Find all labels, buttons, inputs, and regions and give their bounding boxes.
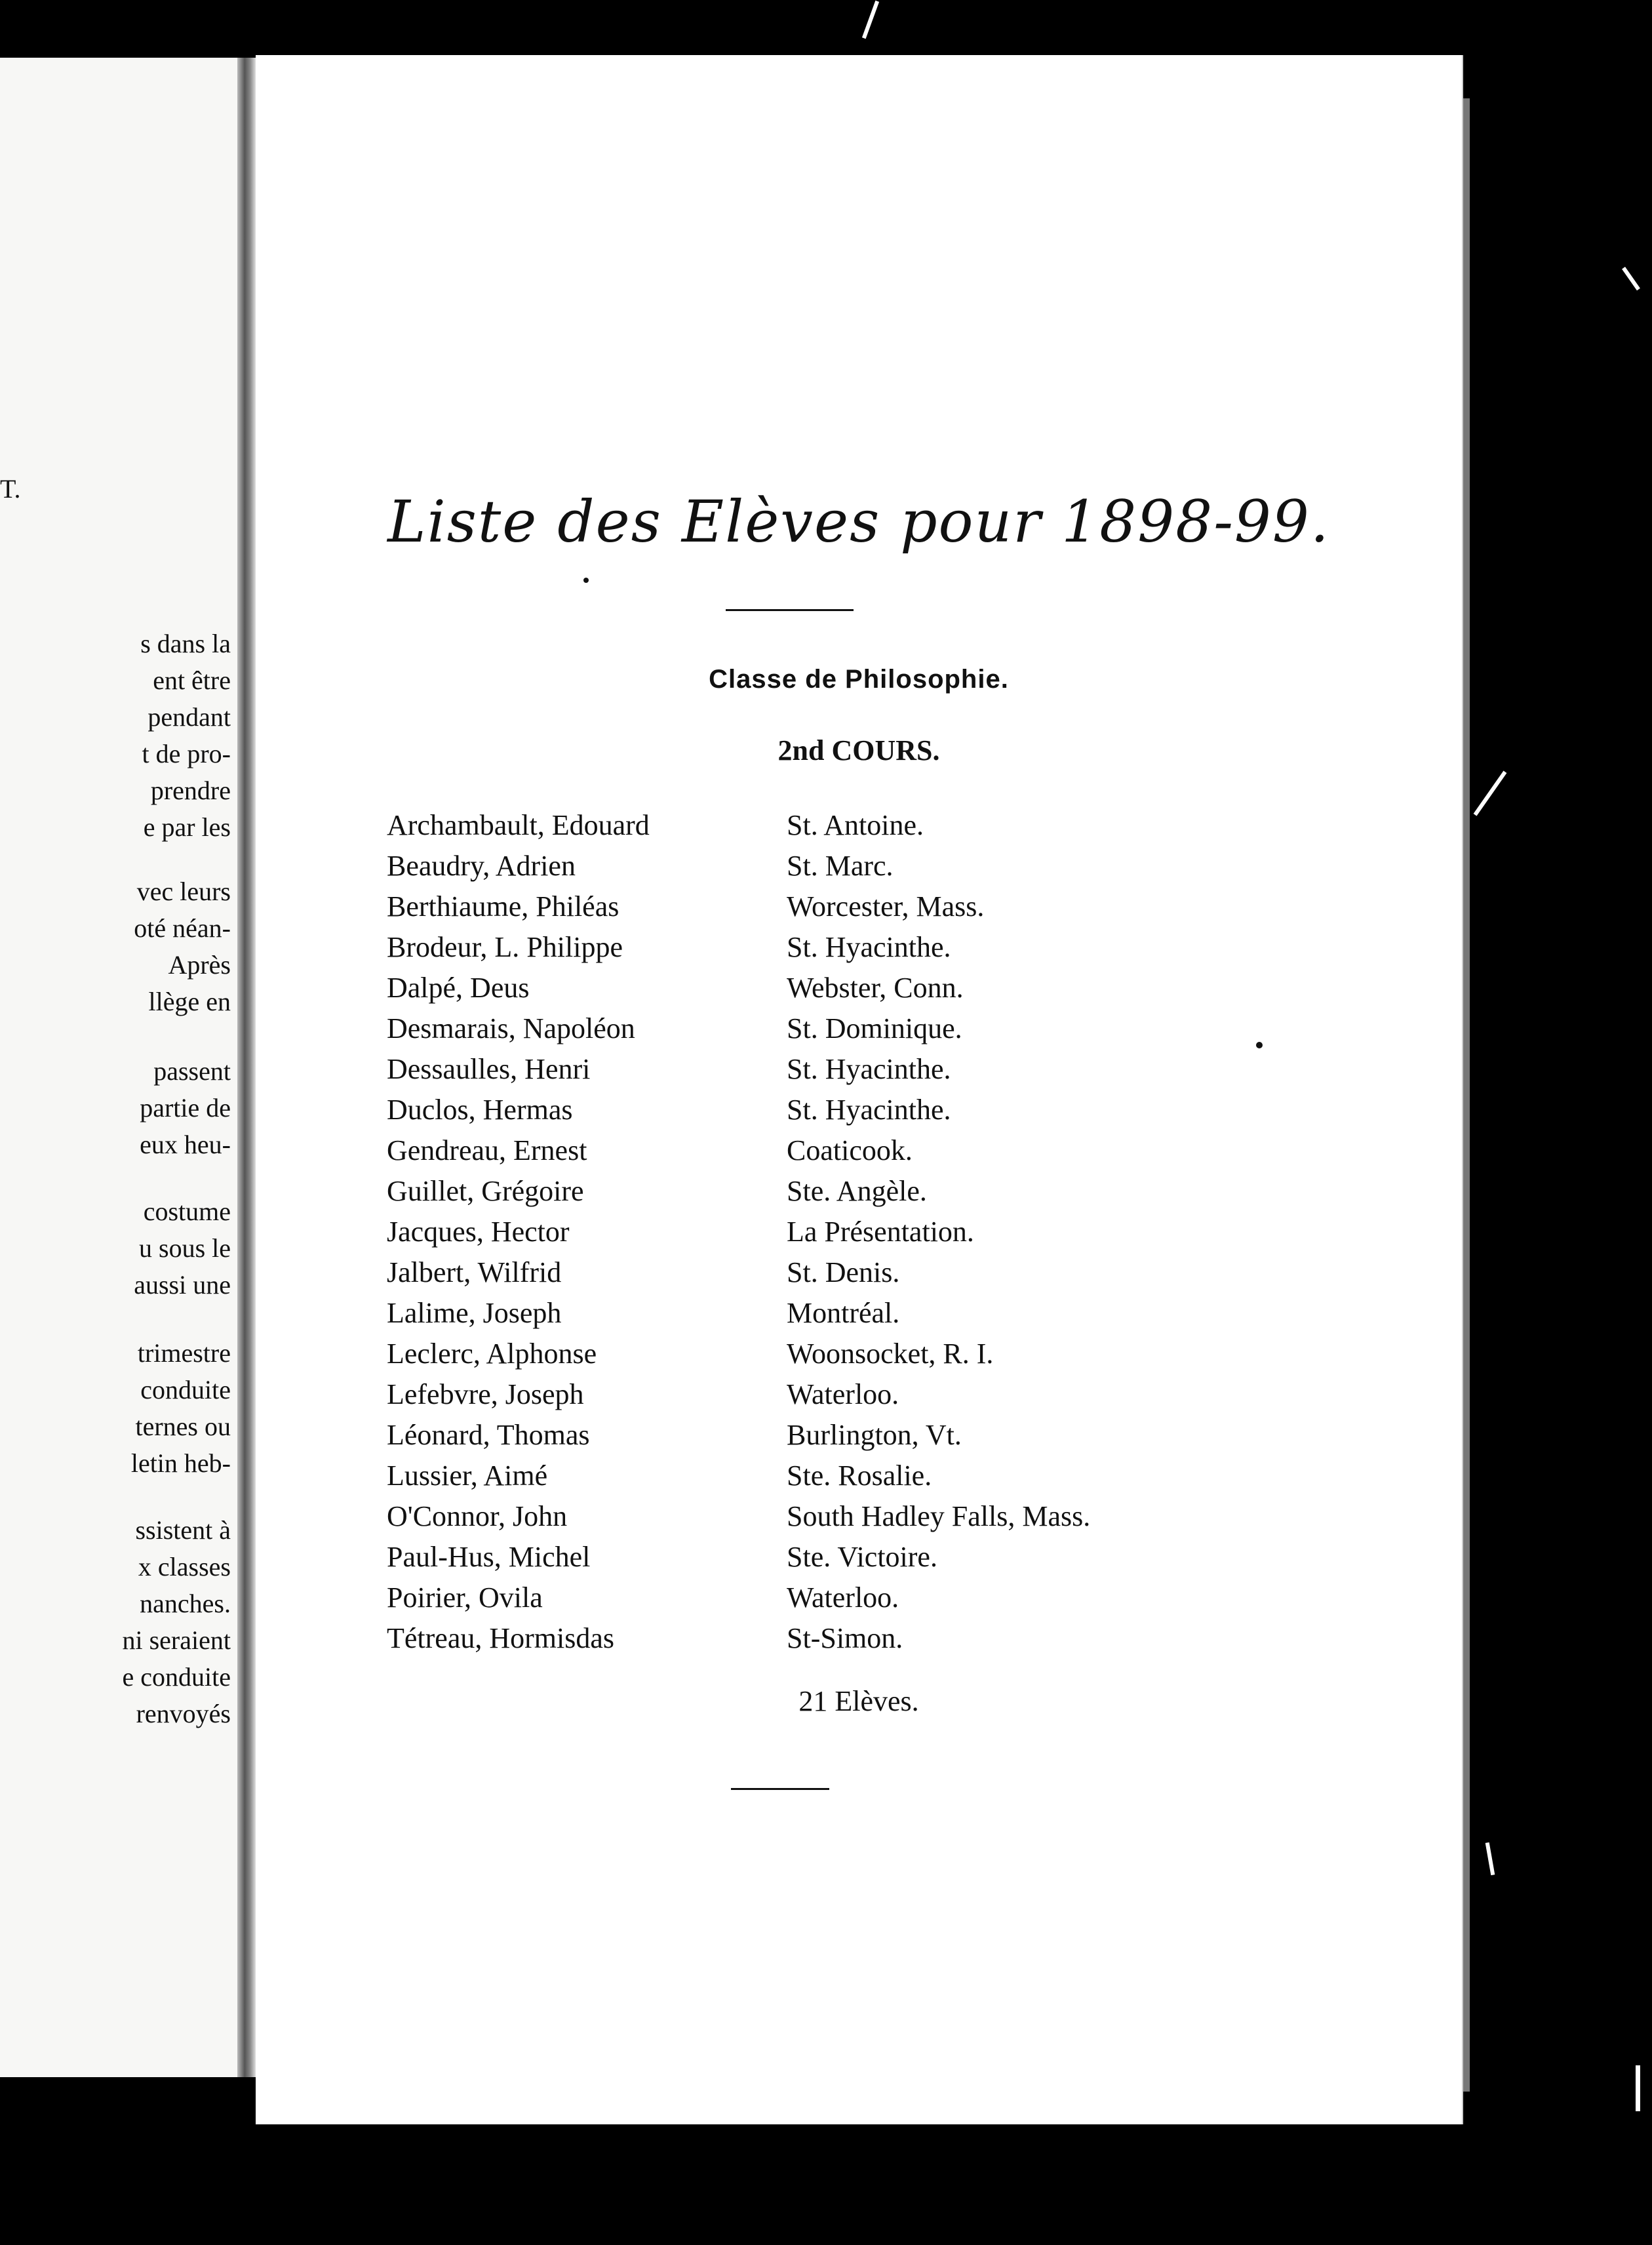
student-row xyxy=(387,1496,1370,1536)
student-name: Lussier, Aimé xyxy=(387,1459,548,1492)
course-heading: 2nd COURS. xyxy=(777,734,940,766)
student-row xyxy=(387,1252,1370,1292)
student-row xyxy=(387,1292,1370,1333)
student-total: 21 Elèves. xyxy=(798,1685,919,1717)
student-name: O'Connor, John xyxy=(387,1500,568,1532)
left-page-line: vec leurs xyxy=(136,877,231,906)
student-row xyxy=(387,1048,1370,1089)
left-page-line: llège en xyxy=(148,987,231,1016)
student-row xyxy=(387,1130,1370,1170)
student-town: La Présentation. xyxy=(787,1215,974,1248)
student-row xyxy=(387,1008,1370,1048)
left-page-line: renvoyés xyxy=(136,1699,231,1728)
left-page-line: passent xyxy=(153,1056,231,1086)
left-page-line: eux heu- xyxy=(140,1130,231,1159)
student-town: Ste. Rosalie. xyxy=(787,1459,932,1492)
student-name: Dessaulles, Henri xyxy=(387,1052,591,1085)
left-page-line: ssistent à xyxy=(135,1515,231,1545)
student-town: Worcester, Mass. xyxy=(787,890,985,923)
film-scratch xyxy=(1622,267,1640,290)
student-town: St. Antoine. xyxy=(787,808,924,841)
left-page-line: t de pro- xyxy=(142,739,231,768)
student-town: St. Marc. xyxy=(787,849,894,882)
student-town: St. Dominique. xyxy=(787,1012,962,1044)
student-name: Beaudry, Adrien xyxy=(387,849,576,882)
left-page-line: x classes xyxy=(138,1552,231,1581)
left-page-line: oté néan- xyxy=(134,913,231,943)
student-row xyxy=(387,1618,1370,1658)
student-name: Jalbert, Wilfrid xyxy=(387,1256,562,1288)
student-row xyxy=(387,1211,1370,1252)
left-page-line: Après xyxy=(168,950,231,980)
left-page-line: u sous le xyxy=(139,1233,231,1263)
left-page-line: ternes ou xyxy=(135,1412,231,1441)
student-name: Léonard, Thomas xyxy=(387,1418,590,1451)
ink-speck xyxy=(1256,1042,1263,1048)
right-page xyxy=(256,55,1463,2124)
student-name: Desmarais, Napoléon xyxy=(387,1012,635,1044)
film-scratch xyxy=(862,1,879,39)
student-row xyxy=(387,967,1370,1008)
student-name: Lefebvre, Joseph xyxy=(387,1378,584,1410)
page-title: Liste des Elèves pour 1898-99. xyxy=(387,488,1330,555)
student-town: St. Denis. xyxy=(787,1256,900,1288)
student-row xyxy=(387,926,1370,967)
film-scratch xyxy=(1636,2065,1640,2111)
student-name: Jacques, Hector xyxy=(387,1215,570,1248)
student-name: Lalime, Joseph xyxy=(387,1296,562,1329)
student-name: Poirier, Ovila xyxy=(387,1581,543,1614)
left-page-line: nanches. xyxy=(140,1589,231,1618)
student-name: Dalpé, Deus xyxy=(387,971,530,1004)
left-page-line: partie de xyxy=(140,1093,231,1122)
student-name: Leclerc, Alphonse xyxy=(387,1337,597,1370)
title-rule xyxy=(726,609,854,611)
left-page-line: ni seraient xyxy=(122,1625,231,1655)
student-town: Coaticook. xyxy=(787,1134,913,1166)
left-page-line: s dans la xyxy=(140,629,231,658)
film-scratch xyxy=(1474,771,1507,816)
page-edge-shadow xyxy=(1463,98,1470,2092)
student-name: Gendreau, Ernest xyxy=(387,1134,587,1166)
left-page-line: letin heb- xyxy=(130,1448,231,1478)
left-page-line: T. xyxy=(0,474,21,504)
student-row xyxy=(387,845,1370,886)
student-town: Ste. Angèle. xyxy=(787,1174,927,1207)
student-name: Paul-Hus, Michel xyxy=(387,1540,591,1573)
student-row xyxy=(387,1577,1370,1618)
student-row xyxy=(387,886,1370,926)
left-page-line: e conduite xyxy=(122,1662,231,1692)
student-row xyxy=(387,1536,1370,1577)
student-list xyxy=(387,805,1370,1658)
class-heading: Classe de Philosophie. xyxy=(709,665,1009,694)
student-row xyxy=(387,805,1370,845)
left-page-line: conduite xyxy=(140,1375,231,1404)
student-town: St-Simon. xyxy=(787,1621,903,1654)
left-page-line: costume xyxy=(143,1197,231,1226)
student-town: St. Hyacinthe. xyxy=(787,1052,951,1085)
student-town: St. Hyacinthe. xyxy=(787,1093,951,1126)
student-name: Berthiaume, Philéas xyxy=(387,890,620,923)
student-name: Guillet, Grégoire xyxy=(387,1174,584,1207)
student-name: Tétreau, Hormisdas xyxy=(387,1621,614,1654)
student-row xyxy=(387,1089,1370,1130)
student-row xyxy=(387,1455,1370,1496)
student-town: St. Hyacinthe. xyxy=(787,930,951,963)
left-page-line: ent être xyxy=(153,666,231,695)
student-town: Montréal. xyxy=(787,1296,900,1329)
ink-speck xyxy=(583,578,589,583)
left-page-line: prendre xyxy=(150,776,231,805)
student-row xyxy=(387,1414,1370,1455)
left-page-line: trimestre xyxy=(137,1338,231,1368)
book-gutter xyxy=(237,58,256,2077)
student-town: South Hadley Falls, Mass. xyxy=(787,1500,1091,1532)
left-page-line: pendant xyxy=(148,702,231,732)
student-town: Waterloo. xyxy=(787,1581,899,1614)
student-town: Woonsocket, R. I. xyxy=(787,1337,994,1370)
student-row xyxy=(387,1374,1370,1414)
student-row xyxy=(387,1170,1370,1211)
student-town: Ste. Victoire. xyxy=(787,1540,937,1573)
student-town: Webster, Conn. xyxy=(787,971,964,1004)
closing-rule xyxy=(731,1788,829,1790)
student-name: Archambault, Edouard xyxy=(387,808,650,841)
left-page-line: aussi une xyxy=(134,1270,231,1300)
student-row xyxy=(387,1333,1370,1374)
student-town: Waterloo. xyxy=(787,1378,899,1410)
student-name: Duclos, Hermas xyxy=(387,1093,573,1126)
student-town: Burlington, Vt. xyxy=(787,1418,962,1451)
film-scratch xyxy=(1485,1842,1495,1875)
student-name: Brodeur, L. Philippe xyxy=(387,930,623,963)
left-page-line: e par les xyxy=(143,812,231,842)
